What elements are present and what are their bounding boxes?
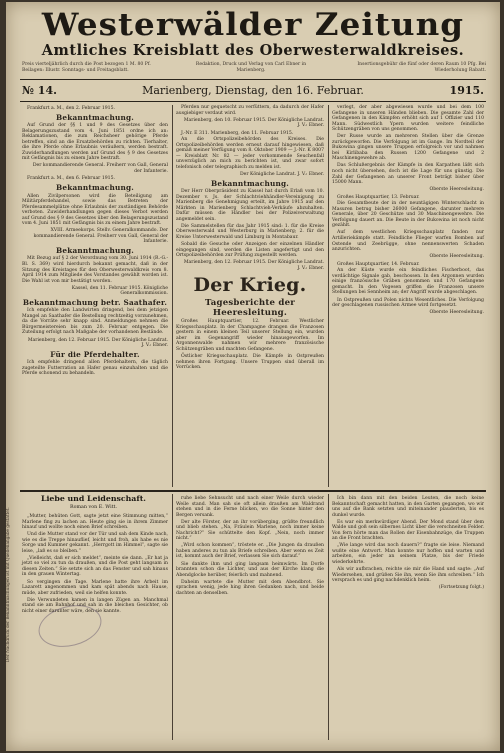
signature-line: Marienberg, den 12. Februar 1915. Der Königliche Landrat. J. V.: Ebner. (27, 337, 168, 349)
signature-line: Marienberg, den 12. Februar 1915. Der Königliche Landrat. J. V.: Ebner. (183, 260, 324, 271)
signature-line: Kassel, den 11. Februar 1915. Königliche Generalkommission. (71, 285, 168, 297)
paragraph: Pferden nur gequetscht zu verfüttern, da dadurch der Hafer ausgiebiger verdaut wird. (176, 105, 324, 116)
publisher-note: Redaktion, Druck und Verlag von Carl Ebner in Marienberg. (195, 62, 307, 73)
issue-number: № 14. (22, 84, 57, 97)
column-divider (172, 105, 173, 487)
paragraph: „Vielleicht, daß er sich meldet“, meinte sie dann. „Er hat ja jetzt so viel zu tun da draußen, und die Post geht langsam in diesen Zeiten.“ Sie setzte sich an das Fenster und sah hinaus in den grauen Wintertag. (22, 555, 168, 578)
top-rule (20, 79, 486, 80)
signature-line: Oberste Heeresleitung. (429, 187, 484, 193)
paragraph: „Mutter, behüten Gott, sagte jetzt eine Stimmung mitten,“ Marlene fing zu lachen an. Heute ging sie in ihrem Zimmer hinauf und wollte noch einen Brief schreiben. (22, 514, 168, 531)
signature-line: Oberste Heeresleitung. (429, 310, 484, 316)
paragraph: ruhe liebe Sehnsucht und nach einer Weile durch wieder Weile stand. Man sah sie oft allein draußen am Waldrand stehen und in die Ferne blicken, wo die Sonne hinter den Bergen versank. (176, 496, 324, 518)
paragraph: Sie dankte ihm und ging langsam heimwärts. Im Dorfe brannten schon die Lichter, und aus der Kirche klang die Abendglocke herüber, feierlich und mahnend. (176, 561, 324, 578)
paragraph: In Ostpreußen und Polen nichts Wesentliches. Die Verfolgung der geschlagenen russischen Armee wird fortgesetzt. (332, 297, 484, 309)
paragraph: Es war ein merkwürdiger Abend. Der Mond stand über dem Walde und goß sein silbernes Licht über die verschneiten Felder. Von fern hörte man das Rollen der Eisenbahnzüge, die Truppen an die Front brachten. (332, 519, 484, 542)
feuilleton-title: Liebe und Leidenschaft. (40, 494, 147, 503)
margin-note: Der Nachdruck der Bekanntmachungen ist mit Quellenangabe gestattet. (5, 507, 10, 662)
paragraph: Östlicher Kriegsschauplatz. Die Kämpfe in Ostpreußen nehmen ihren Fortgang. Unsere Truppen sind überall im Vorrücken. (176, 354, 324, 371)
signature-line: (Fortsetzung folgt.) (438, 585, 484, 591)
paragraph: Als wir aufbrachen, reichte sie mir die Hand und sagte: „Auf Wiedersehen, und grüßen Sie ihn, wenn Sie ihm schreiben.“ Ich versprach es und ging nachdenklich heim. (332, 567, 484, 584)
paragraph: Mit Bezug auf § 2 der Verordnung vom 30. Juni 1914 (R.-G.-Bl. S. 369) wird hierdurch bekannt gemacht, daß in der Sitzung des Kreistages für den Oberwesterwaldkreis vom 8. April 1914 zum Mitgliede des Vorstandes gewählt worden ist. Die Wahl ist von mir bestätigt worden. (22, 256, 168, 284)
dateline-entry: J.-Nr. E 311. Marienberg, den 11. Februar 1915. (181, 130, 294, 136)
paragraph: So vergingen die Tage. Marlene hatte ihre Arbeit im Lazarett angenommen und kam spät abends nach Hause, müde, aber zufrieden, weil sie helfen konnte. (22, 579, 168, 596)
paragraph: Auf dem westlichen Kriegsschauplatz fanden nur Artilleriekämpfe statt. Feindliche Flieger warfen Bomben auf Ostende und Zeebrügge, ohne nennenswerten Schaden anzurichten. (332, 230, 484, 253)
section-heading: Bekanntmachung. (210, 178, 290, 188)
bottom-rule (20, 101, 486, 102)
paragraph: verlegt, der aber abgewiesen wurde und bei dem 100 Gefangene in unseren Händen blieben. Die gesamte Zahl der Gefangenen in den Kämpfen erhöht sich auf 1 Offizier und 110 Mann. Südwestlich Ypern wurden weitere feindliche Schützengräben von uns genommen. (332, 105, 484, 133)
paragraph: Ich empfehle den Landwirten dringend, bei dem jetzigen Mangel an Saathafer die Bestellung rechtzeitig vorzunehmen, da die Vorräte sehr knapp sind. Anmeldungen nehmen die Bürgermeistereien bis zum 20. Februar entgegen. Die Zuteilung erfolgt nach Maßgabe der vorhandenen Bestände. (22, 308, 168, 336)
masthead (20, 8, 486, 60)
dateline-entry: Frankfurt a. M., den 2. Februar 1915. (27, 106, 115, 111)
year: 1915. (449, 84, 484, 97)
feuilleton-column-3 (332, 496, 484, 740)
paragraph: Die Sammelstellen für das Jahr 1915 sind: 1. für die Kreise Oberwesterwald und Westerburg in Marienberg; 2. für die Kreise Unterwesterwald und Limburg in Montabaur. (176, 223, 324, 240)
paragraph: Sobald die Gesuche oder Anzeigen der einzelnen Händler eingegangen sind, werden die Listen angefertigt und den Ortspolizeibehörden zur Prüfung zugestellt werden. (176, 241, 324, 259)
signature-line: Der Königliche Landrat. J. V.: Ebner. (239, 172, 324, 178)
section-heading: Bekanntmachung betr. Saathafer. (22, 297, 168, 307)
dateline-entry: Großes Hauptquartier, 13. Februar. (337, 194, 420, 200)
subscription-note: Preis vierteljährlich durch die Post bezogen 1 M. 80 Pf. Beilagen: Illustr. Sonntags- und Freitagsblatt. (22, 62, 151, 73)
newspaper-page (6, 2, 500, 751)
feuilleton-rule (20, 490, 486, 492)
dateline-entry: Frankfurt a. M., den 6. Februar 1915. (27, 176, 115, 182)
column-divider (328, 105, 329, 487)
paragraph: Und die Mutter stand vor der Tür und sah dem Kinde nach, wie es die Treppe hinauflief, leicht und froh, als habe es nie Sorge und Kummer gekannt. „Herrgott im Himmel“, sagte sie leise, „laß es so bleiben.“ (22, 532, 168, 554)
column-divider (172, 494, 173, 740)
paragraph: Auf Grund der §§ 1 und 9 des Gesetzes über den Belagerungszustand vom 4. Juni 1851 ordne ich an: Reklamationen, die zum Reichsheer gehörige Pferde betreffen, sind an die Ersatzbehörden zu richten. Tierhalter, die ihre Pferde ohne Erlaubnis veräußern, werden bestraft. Zuwiderhandlungen werden auf Grund des § 9 des Gesetzes mit Gefängnis bis zu einem Jahre bestraft. (22, 123, 168, 162)
column-2 (176, 105, 324, 487)
paragraph: An die Ortspolizeibehörden des Kreises. Die Ortspolizeibehörden werden erneut darauf hingewiesen, daß gemäß meiner Verfügung vom 8. Oktober 1909 — J.-Nr. K 8007 — Kreisblatt Nr. 82 — jeder vorkommende Seuchenfall unverzüglich an mich zu berichten ist, und zwar sofort telefonisch oder telegraphisch zu melden ist. (176, 137, 324, 170)
newspaper-subtitle: Amtliches Kreisblatt des Oberwesterwaldkreises. (41, 42, 465, 59)
paragraph: Der alte Förster, der an ihr vorüberging, grüßte freundlich und blieb stehen. „Na, Fräulein Marlene, noch immer keine Nachricht?“ Sie schüttelte den Kopf. „Nein, noch immer nicht.“ (176, 519, 324, 542)
paragraph: Die Verwundeten kamen in langen Zügen an. Manchmal stand sie am Bahnhof und sah in die bleichen Gesichter, ob nicht einer darunter wäre, den sie kannte. (22, 597, 168, 614)
paragraph: Ich empfehle dringend allen Pferdehaltern, die täglich zugeteilte Futterration an Hafer genau einzuhalten und die Pferde schonend zu behandeln. (22, 360, 168, 377)
paragraph: Allen Zivilpersonen wird die Beteiligung am Militärpferdehandel, sowie das Betreten der Pferdesammelplätze ohne Erlaubnis der zuständigen Behörde verboten. Zuwiderhandlungen gegen dieses Verbot werden auf Grund des § 9 des Gesetzes über den Belagerungszustand vom 4. Juni 1851 mit Gefängnis bis zu einem Jahre bestraft. (22, 193, 168, 227)
paragraph: Das Schlußergebnis der Kämpfe in den Karpathen läßt sich noch nicht übersehen, doch ist die Lage für uns günstig. Die Zahl der Gefangenen an unserer Front beträgt bisher über 15000 Mann. (332, 163, 484, 186)
newspaper-title: Westerwälder Zeitung (41, 7, 465, 43)
signature-line: Oberste Heeresleitung. (429, 254, 484, 260)
advertising-note: Insertionsgebühr die fünf oder deren Raum 10 Pfg. Bei Wiederholung Rabatt. (357, 62, 486, 73)
paragraph: An der Küste wurde ein feindliches Fischerboot, das verdächtige Signale gab, beschossen. In den Argonnen wurden einige französische Gräben genommen und 170 Gefangene gemacht. In den Vogesen griffen die Franzosen unsere Stellungen bei Sennheim an; der Angriff wurde abgeschlagen. (332, 268, 484, 296)
section-heading: Bekanntmachung. (55, 112, 135, 122)
dateline (20, 82, 486, 100)
feuilleton-column-2 (176, 496, 324, 740)
war-headline: Der Krieg. (193, 274, 307, 297)
signature-line: Der kommandierende General. Freiherr von Gall, General der Infanterie. (32, 163, 168, 174)
column-1 (22, 105, 168, 487)
section-heading: Bekanntmachung. (55, 245, 135, 255)
column-divider (328, 494, 329, 740)
paragraph: „Wie lange wird das noch dauern?“ fragte sie leise. Niemand wußte eine Antwort. Man konnte nur hoffen und warten und arbeiten, ein jeder an seinem Platze, bis der Friede wiederkehrte. (332, 543, 484, 566)
signature-line: Marienberg, den 10. Februar 1915. Der Königliche Landrat. J. V.: Ebner. (183, 117, 324, 129)
section-heading: Bekanntmachung. (55, 183, 135, 193)
paragraph: Ich bin dann mit den beiden Leuten, die noch keine Bekanntschaft gemacht hatten, in den Garten gegangen, wo wir uns auf die Bank setzten und miteinander plauderten, bis es dunkel wurde. (332, 496, 484, 518)
feuilleton-subtitle: Roman von E. Witt. (69, 505, 118, 510)
paragraph: Die Gesamtbeute der in der neuntägigen Winterschlacht in Masuren betrug bisher 26000 Gefangene, darunter mehrere Generale, über 20 Geschütze und 30 Maschinengewehre. Die Verfolgung dauert an. Die Beute in der Bukowina ist noch nicht gezählt. (332, 201, 484, 229)
war-subheadline: Tagesberichte der Heeresleitung. (204, 298, 296, 319)
paragraph: Daheim wartete die Mutter mit dem Abendbrot. Sie sprachen wenig, jede hing ihren Gedanken nach, und beide dachten an denselben. (176, 579, 324, 596)
column-3 (332, 105, 484, 487)
paragraph: Der Herr Oberpräsident zu Kassel hat durch Erlaß vom 10. Dezember v. Js. der Schlachtviehhändler-Vereinigung zu Marienberg die Genehmigung erteilt, im Jahre 1915 auf den Märkten in Marienberg Schlachtvieh-Verkäufe abzuhalten. Dafür müssen die Händler bei der Polizeiverwaltung angemeldet sein. (176, 189, 324, 222)
signature-line: XVIII. Armeekorps. Stellv. Generalkommando. Der kommandierende General. Freiherr von Gall, General der Infanterie. (33, 228, 168, 245)
place-date: Marienberg, Dienstag, den 16. Februar. (142, 84, 364, 97)
paragraph: „Wird schon kommen“, tröstete er. „Die Jungen da draußen haben anderes zu tun als Briefe schreiben. Aber wenn es Zeit ist, kommt auch der Brief, verlassen Sie sich darauf.“ (176, 543, 324, 560)
paragraph: Großes Hauptquartier, 12. Februar. Westlicher Kriegsschauplatz. In der Champagne drangen die Franzosen gestern in einem kleinen Teil unserer Stellung ein, wurden aber im Gegenangriff wieder hinausgeworfen. Im Argonnenwalde nahmen wir mehrere französische Schützengräben und machten Gefangene. (176, 319, 324, 352)
paragraph: Der Russe wurde an mehreren Stellen über die Grenze zurückgeworfen. Die Verfolgung ist im Gange. Im Nordteil der Bukowina gingen unsere Truppen erfolgreich vor und nahmen bei Kirlibaba den Russen 1200 Gefangene und 2 Maschinengewehre ab. (332, 134, 484, 162)
dateline-entry: Großes Hauptquartier, 14. Februar. (337, 261, 420, 267)
section-heading: Für die Pferdehalter. (50, 349, 140, 359)
